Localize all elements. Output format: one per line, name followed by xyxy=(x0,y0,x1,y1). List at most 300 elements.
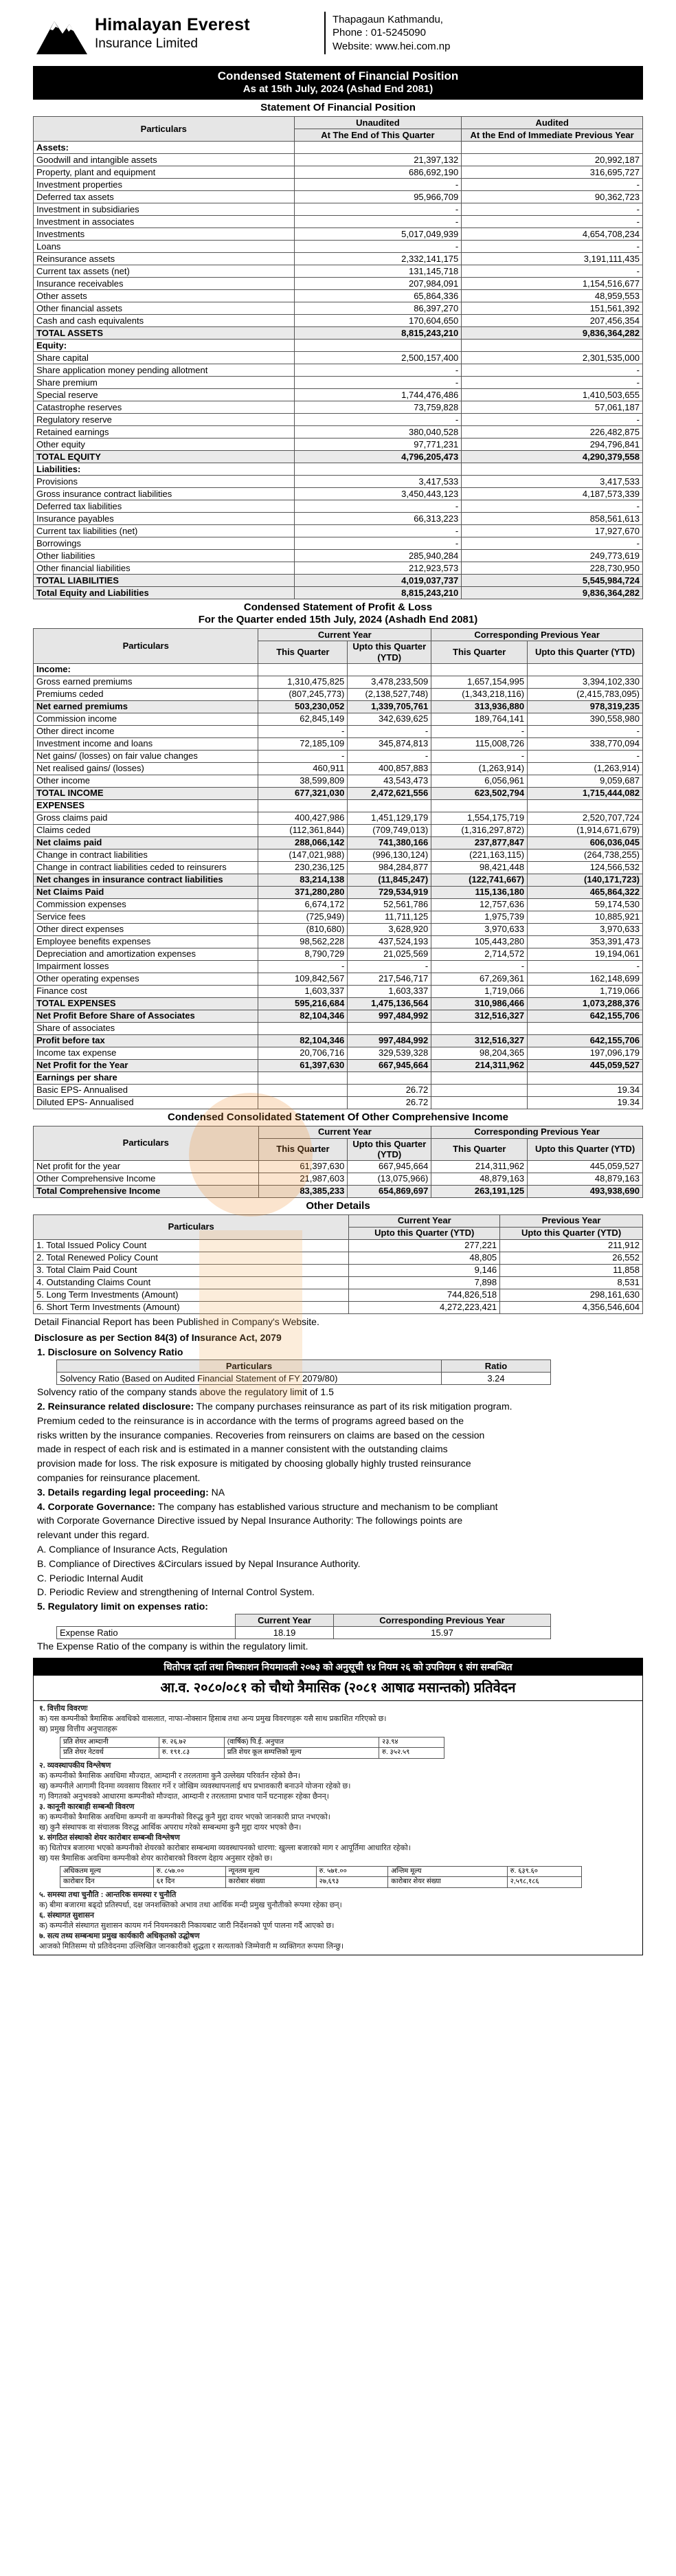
fp-row xyxy=(34,575,643,587)
py-quarter-value: 115,136,180 xyxy=(431,886,528,898)
py-ytd-value: 19,194,061 xyxy=(528,948,643,960)
header xyxy=(33,0,643,66)
row-label: Deferred tax assets xyxy=(34,191,295,203)
cy-quarter-value: 83,385,233 xyxy=(258,1185,348,1197)
previous-year-value: - xyxy=(462,179,643,191)
py-ytd-value: 493,938,690 xyxy=(528,1185,643,1197)
row-label: TOTAL EQUITY xyxy=(34,451,295,463)
other-details-row xyxy=(34,1276,643,1289)
cy-quarter-value xyxy=(258,1096,348,1109)
expense-ratio-table xyxy=(56,1614,551,1639)
previous-year-value: 26,552 xyxy=(500,1252,643,1264)
nepali-ratio-cell: प्रति शेयर कूल सम्पत्तिको मूल्य xyxy=(224,1748,379,1759)
nepali-text-line: क) यस कम्पनीको त्रैमासिक अवधिको वासलात, नाफा-नोक्सान हिसाब तथा अन्य प्रमुख विवरणहरू यसै साथ प्रकाशित गरिएको छ। xyxy=(39,1714,387,1723)
current-quarter-value: 170,604,650 xyxy=(294,315,462,327)
py-quarter-value: 310,986,466 xyxy=(431,997,528,1010)
fp-row xyxy=(34,550,643,562)
col-current-year: Current Year xyxy=(258,1126,431,1138)
previous-year-value: 226,482,875 xyxy=(462,426,643,438)
pl-row xyxy=(34,973,643,985)
legal-section xyxy=(33,1485,643,1500)
previous-year-value: 3,417,533 xyxy=(462,476,643,488)
previous-year-value: 1,154,516,677 xyxy=(462,278,643,290)
row-label: Cash and cash equivalents xyxy=(34,315,295,327)
pl-row xyxy=(34,824,643,836)
col-py-ytd: Upto this Quarter (YTD) xyxy=(500,1227,643,1239)
previous-year-value: 4,187,573,339 xyxy=(462,488,643,500)
pl-row xyxy=(34,1010,643,1022)
row-label: Earnings per share xyxy=(34,1072,258,1084)
current-quarter-value: 97,771,231 xyxy=(294,438,462,451)
pl-row xyxy=(34,725,643,737)
statement-date: As at 15th July, 2024 (Ashad End 2081) xyxy=(243,83,433,96)
py-quarter-value: 6,056,961 xyxy=(431,775,528,787)
pl-row xyxy=(34,737,643,750)
row-label: Special reserve xyxy=(34,389,295,401)
cy-quarter-value xyxy=(258,663,348,676)
current-quarter-value: - xyxy=(294,525,462,537)
cy-quarter-value: 72,185,109 xyxy=(258,737,348,750)
cy-ytd-value: 984,284,877 xyxy=(348,861,431,874)
py-ytd-value: 1,073,288,376 xyxy=(528,997,643,1010)
row-label: Total Comprehensive Income xyxy=(34,1185,259,1197)
cy-ytd-value: 654,869,697 xyxy=(348,1185,431,1197)
py-quarter-value: (1,316,297,872) xyxy=(431,824,528,836)
py-ytd-value: 445,059,527 xyxy=(528,1059,643,1072)
py-ytd-value: - xyxy=(528,725,643,737)
governance-item-b: B. Compliance of Directives &Circulars issued by Nepal Insurance Authority. xyxy=(37,1557,361,1569)
solvency-col-particulars: Particulars xyxy=(57,1360,442,1373)
nepali-text-line: ५. समस्या तथा चुनौति : आन्तरिक समस्या र चुनौति xyxy=(39,1890,177,1899)
py-quarter-value: 1,554,175,719 xyxy=(431,812,528,824)
fp-row xyxy=(34,265,643,278)
pl-row xyxy=(34,1059,643,1072)
cy-ytd-value: - xyxy=(348,725,431,737)
governance-title: 4. Corporate Governance: xyxy=(37,1500,155,1512)
col-py-ytd: Upto this Quarter (YTD) xyxy=(528,1138,643,1160)
previous-year-value: 57,061,187 xyxy=(462,401,643,414)
col-previous-year: Previous Year xyxy=(500,1214,643,1227)
previous-year-value: 17,927,670 xyxy=(462,525,643,537)
row-label: TOTAL INCOME xyxy=(34,787,258,799)
pl-row xyxy=(34,874,643,886)
expense-empty-header xyxy=(57,1614,236,1626)
col-cy-quarter: This Quarter xyxy=(258,1138,348,1160)
company-address xyxy=(333,13,450,53)
py-ytd-value: 2,520,707,724 xyxy=(528,812,643,824)
row-label: Income: xyxy=(34,663,258,676)
reinsurance-text-line: provision made for loss. The risk exposure is mitigated by choosing globally highly trusted reinsurance xyxy=(37,1458,471,1469)
pl-row xyxy=(34,836,643,849)
py-quarter-value xyxy=(431,1022,528,1034)
row-label: 6. Short Term Investments (Amount) xyxy=(34,1301,349,1313)
py-ytd-value: (140,171,723) xyxy=(528,874,643,886)
pl-row xyxy=(34,1072,643,1084)
py-ytd-value: 19.34 xyxy=(528,1084,643,1096)
pl-row xyxy=(34,1034,643,1047)
row-label: 5. Long Term Investments (Amount) xyxy=(34,1289,349,1301)
col-particulars: Particulars xyxy=(34,1214,349,1239)
row-label: Change in contract liabilities xyxy=(34,849,258,861)
cy-quarter-value: - xyxy=(258,960,348,973)
nepali-share-cell: कारोबार संख्या xyxy=(225,1877,316,1888)
cy-ytd-value: 11,711,125 xyxy=(348,911,431,923)
oci-row xyxy=(34,1185,643,1197)
previous-year-value: 228,730,950 xyxy=(462,562,643,575)
governance-item-c: C. Periodic Internal Audit xyxy=(37,1572,144,1584)
pl-row xyxy=(34,898,643,911)
current-quarter-value: 65,864,336 xyxy=(294,290,462,302)
previous-year-value: 1,410,503,655 xyxy=(462,389,643,401)
cy-ytd-value: (709,749,013) xyxy=(348,824,431,836)
current-quarter-value: - xyxy=(294,500,462,513)
previous-year-value: 207,456,354 xyxy=(462,315,643,327)
row-label: Investment income and loans xyxy=(34,737,258,750)
col-audited: Audited xyxy=(462,117,643,129)
current-quarter-value: - xyxy=(294,364,462,377)
current-quarter-value: 380,040,528 xyxy=(294,426,462,438)
fp-row xyxy=(34,587,643,599)
row-label: Net gains/ (losses) on fair value changes xyxy=(34,750,258,762)
fp-row xyxy=(34,401,643,414)
py-quarter-value: 98,421,448 xyxy=(431,861,528,874)
current-quarter-value: - xyxy=(294,203,462,216)
website-line: Website: www.hei.com.np xyxy=(333,40,451,52)
col-cy-quarter: This Quarter xyxy=(258,641,348,663)
current-quarter-value: - xyxy=(294,241,462,253)
nepali-share-row xyxy=(60,1866,582,1877)
solvency-ratio-value: 3.24 xyxy=(442,1373,551,1385)
other-details-row xyxy=(34,1301,643,1313)
col-py-ytd: Upto this Quarter (YTD) xyxy=(528,641,643,663)
fp-row xyxy=(34,352,643,364)
current-quarter-value: 8,815,243,210 xyxy=(294,327,462,340)
row-label: Finance cost xyxy=(34,985,258,997)
row-label: Net Claims Paid xyxy=(34,886,258,898)
row-label: Investments xyxy=(34,228,295,241)
py-quarter-value: (221,163,115) xyxy=(431,849,528,861)
nepali-text-line: ६. संस्थागत सुशासन xyxy=(39,1911,95,1920)
expense-note: The Expense Ratio of the company is within the regulatory limit. xyxy=(37,1640,308,1652)
col-previous-year: At the End of Immediate Previous Year xyxy=(462,129,643,142)
py-quarter-value: 312,516,327 xyxy=(431,1010,528,1022)
cy-quarter-value: (147,021,988) xyxy=(258,849,348,861)
col-current-year: Current Year xyxy=(258,629,431,641)
profit-loss-rows xyxy=(34,663,643,1109)
previous-year-value: 90,362,723 xyxy=(462,191,643,203)
cy-ytd-value: (11,845,247) xyxy=(348,874,431,886)
row-label: Investment properties xyxy=(34,179,295,191)
row-label: Net Profit for the Year xyxy=(34,1059,258,1072)
py-quarter-value: 623,502,794 xyxy=(431,787,528,799)
py-quarter-value: 48,879,163 xyxy=(431,1173,528,1185)
cy-ytd-value: 741,380,166 xyxy=(348,836,431,849)
row-label: Impairment losses xyxy=(34,960,258,973)
previous-year-value: 4,654,708,234 xyxy=(462,228,643,241)
previous-year-value: 48,959,553 xyxy=(462,290,643,302)
oci-table xyxy=(33,1126,643,1198)
row-label: Other financial liabilities xyxy=(34,562,295,575)
py-quarter-value: 67,269,361 xyxy=(431,973,528,985)
row-label: Current tax assets (net) xyxy=(34,265,295,278)
other-details-heading: Other Details xyxy=(306,1199,370,1212)
cy-ytd-value xyxy=(348,663,431,676)
row-label: Net earned premiums xyxy=(34,700,258,713)
py-quarter-value: 1,975,739 xyxy=(431,911,528,923)
oci-heading: Condensed Consolidated Statement Of Other Comprehensive Income xyxy=(168,1111,508,1123)
row-label: TOTAL LIABILITIES xyxy=(34,575,295,587)
fp-row xyxy=(34,562,643,575)
other-details-rows xyxy=(34,1239,643,1313)
reinsurance-text-line: Premium ceded to the reinsurance is in accordance with the terms of programs agreed based on the xyxy=(37,1414,464,1426)
py-ytd-value: 642,155,706 xyxy=(528,1034,643,1047)
nepali-share-cell: कारोबार दिन xyxy=(60,1877,154,1888)
current-quarter-value: - xyxy=(294,537,462,550)
current-quarter-value: - xyxy=(294,216,462,228)
row-label: Loans xyxy=(34,241,295,253)
cy-ytd-value: 997,484,992 xyxy=(348,1010,431,1022)
cy-ytd-value: (996,130,124) xyxy=(348,849,431,861)
row-label: Total Equity and Liabilities xyxy=(34,587,295,599)
row-label: Insurance receivables xyxy=(34,278,295,290)
nepali-report-body xyxy=(34,1701,642,1955)
nepali-share-cell: न्यूनतम मूल्य xyxy=(225,1866,316,1877)
nepali-share-cell: ६१ दिन xyxy=(153,1877,225,1888)
cy-quarter-value: 371,280,280 xyxy=(258,886,348,898)
previous-year-value: - xyxy=(462,216,643,228)
cy-quarter-value: (112,361,844) xyxy=(258,824,348,836)
financial-position-table xyxy=(33,116,643,599)
current-quarter-value: 131,145,718 xyxy=(294,265,462,278)
previous-year-value: - xyxy=(462,377,643,389)
nepali-text-line: ७. सत्य तथ्य सम्बन्धमा प्रमुख कार्यकारी अधिकृतको उद्घोषण xyxy=(39,1931,200,1940)
current-quarter-value: 2,332,141,175 xyxy=(294,253,462,265)
previous-year-value: 20,992,187 xyxy=(462,154,643,166)
current-quarter-value: 285,940,284 xyxy=(294,550,462,562)
cy-quarter-value: 109,842,567 xyxy=(258,973,348,985)
nepali-ratio-cell: (वार्षिक) पि.ई. अनुपात xyxy=(224,1737,379,1748)
previous-year-value: - xyxy=(462,265,643,278)
company-name: Himalayan Everest xyxy=(95,14,250,34)
py-ytd-value: 390,558,980 xyxy=(528,713,643,725)
py-quarter-value: 1,657,154,995 xyxy=(431,676,528,688)
py-quarter-value: 98,204,365 xyxy=(431,1047,528,1059)
row-label: Provisions xyxy=(34,476,295,488)
row-label: Depreciation and amortization expenses xyxy=(34,948,258,960)
expense-section-title: 5. Regulatory limit on expenses ratio: xyxy=(37,1601,208,1612)
row-label: Net realised gains/ (losses) xyxy=(34,762,258,775)
cy-ytd-value: 3,478,233,509 xyxy=(348,676,431,688)
nepali-share-cell: २७,६९३ xyxy=(316,1877,388,1888)
cy-quarter-value: 82,104,346 xyxy=(258,1034,348,1047)
py-quarter-value: 1,719,066 xyxy=(431,985,528,997)
other-details-table xyxy=(33,1214,643,1314)
col-this-quarter: At The End of This Quarter xyxy=(294,129,462,142)
py-quarter-value: 237,877,847 xyxy=(431,836,528,849)
row-label: Equity: xyxy=(34,340,295,352)
pl-row xyxy=(34,861,643,874)
row-label: TOTAL EXPENSES xyxy=(34,997,258,1010)
cy-quarter-value: 1,603,337 xyxy=(258,985,348,997)
pl-row xyxy=(34,849,643,861)
fp-row xyxy=(34,327,643,340)
cy-ytd-value xyxy=(348,799,431,812)
py-ytd-value: 3,970,633 xyxy=(528,923,643,935)
cy-ytd-value: (2,138,527,748) xyxy=(348,688,431,700)
pl-row xyxy=(34,812,643,824)
py-ytd-value: 353,391,473 xyxy=(528,935,643,948)
row-label: 4. Outstanding Claims Count xyxy=(34,1276,349,1289)
fp-row xyxy=(34,315,643,327)
py-quarter-value: (1,263,914) xyxy=(431,762,528,775)
pl-row xyxy=(34,997,643,1010)
cy-ytd-value: 342,639,625 xyxy=(348,713,431,725)
previous-year-value: - xyxy=(462,537,643,550)
pl-row xyxy=(34,663,643,676)
fp-row xyxy=(34,451,643,463)
pl-row xyxy=(34,799,643,812)
expense-col-current: Current Year xyxy=(236,1614,334,1626)
nepali-ratio-cell: प्रति शेयर नेटवर्थ xyxy=(60,1748,159,1759)
row-label: Regulatory reserve xyxy=(34,414,295,426)
py-ytd-value: (1,263,914) xyxy=(528,762,643,775)
row-label: Other direct income xyxy=(34,725,258,737)
row-label: 2. Total Renewed Policy Count xyxy=(34,1252,349,1264)
current-quarter-value: 207,984,091 xyxy=(294,278,462,290)
py-quarter-value xyxy=(431,1096,528,1109)
cy-ytd-value: (13,075,966) xyxy=(348,1173,431,1185)
nepali-text-line: क) कम्पनीको त्रैमासिक अवधिमा मौज्दात, आम्दानी र तरलतामा कुनै उल्लेख्य परिवर्तन रहेको छैन। xyxy=(39,1771,300,1780)
row-label: Goodwill and intangible assets xyxy=(34,154,295,166)
nepali-share-cell: २,५९८,१८६ xyxy=(507,1877,581,1888)
py-ytd-value: 445,059,527 xyxy=(528,1160,643,1173)
py-ytd-value xyxy=(528,799,643,812)
py-ytd-value: 465,864,322 xyxy=(528,886,643,898)
oci-rows xyxy=(34,1160,643,1197)
py-ytd-value: - xyxy=(528,750,643,762)
fp-row xyxy=(34,426,643,438)
pl-row xyxy=(34,700,643,713)
cy-ytd-value: 52,561,786 xyxy=(348,898,431,911)
cy-quarter-value: 400,427,986 xyxy=(258,812,348,824)
col-current-year: Current Year xyxy=(349,1214,500,1227)
fp-row xyxy=(34,463,643,476)
py-ytd-value: 9,059,687 xyxy=(528,775,643,787)
expense-row-label: Expense Ratio xyxy=(57,1626,236,1639)
previous-year-value: 9,836,364,282 xyxy=(462,327,643,340)
cy-ytd-value: 21,025,569 xyxy=(348,948,431,960)
row-label: Share premium xyxy=(34,377,295,389)
pl-row xyxy=(34,948,643,960)
previous-year-value: 298,161,630 xyxy=(500,1289,643,1301)
py-quarter-value xyxy=(431,1072,528,1084)
fp-row xyxy=(34,438,643,451)
fp-row xyxy=(34,340,643,352)
pl-row xyxy=(34,1096,643,1109)
nepali-ratio-cell: रु. १९१.८३ xyxy=(159,1748,224,1759)
cy-quarter-value: 460,911 xyxy=(258,762,348,775)
fp-row xyxy=(34,414,643,426)
nepali-share-cell: कारोबार शेयर संख्या xyxy=(388,1877,507,1888)
nepali-report-title: आ.व. २०८०/०८१ को चौथो त्रैमासिक (२०८१ आषाढ मसान्तको) प्रतिवेदन xyxy=(34,1676,642,1701)
cy-ytd-value xyxy=(348,1072,431,1084)
cy-ytd-value: 667,945,664 xyxy=(348,1059,431,1072)
cy-quarter-value xyxy=(258,799,348,812)
expense-col-previous: Corresponding Previous Year xyxy=(334,1614,551,1626)
current-quarter-value: 4,796,205,473 xyxy=(294,451,462,463)
cy-quarter-value: 61,397,630 xyxy=(258,1160,348,1173)
fp-row xyxy=(34,278,643,290)
cy-quarter-value xyxy=(258,1072,348,1084)
cy-quarter-value: 1,310,475,825 xyxy=(258,676,348,688)
cy-ytd-value: 1,603,337 xyxy=(348,985,431,997)
py-ytd-value: (264,738,255) xyxy=(528,849,643,861)
previous-year-value: 5,545,984,724 xyxy=(462,575,643,587)
nepali-share-table xyxy=(60,1866,582,1888)
oci-row xyxy=(34,1160,643,1173)
row-label: Catastrophe reserves xyxy=(34,401,295,414)
fp-row xyxy=(34,142,643,154)
py-quarter-value: (122,741,667) xyxy=(431,874,528,886)
current-quarter-value: - xyxy=(294,179,462,191)
current-year-value: 744,826,518 xyxy=(349,1289,500,1301)
previous-year-value xyxy=(462,463,643,476)
cy-quarter-value: (810,680) xyxy=(258,923,348,935)
previous-year-value: 294,796,841 xyxy=(462,438,643,451)
fp-row xyxy=(34,389,643,401)
nepali-text-line: क) धितोपत्र बजारमा भएको कम्पनीको शेयरको कारोबार सम्बन्धमा व्यवस्थापनको धारणा: खुल्ला बजारको माग र आपूर्तिमा आधारित रहेको। xyxy=(39,1843,411,1852)
nepali-text-line: ख) यस त्रैमासिक अवधिमा कम्पनीको शेयर कारोबारको विवरण देहाय अनुसार रहेको छ। xyxy=(39,1854,273,1863)
pl-row xyxy=(34,1047,643,1059)
py-ytd-value: 19.34 xyxy=(528,1096,643,1109)
current-quarter-value: 8,815,243,210 xyxy=(294,587,462,599)
nepali-share-cell: रु. ५७१.०० xyxy=(316,1866,388,1877)
pl-row xyxy=(34,750,643,762)
nepali-share-cell: रु. ८५७.०० xyxy=(153,1866,225,1877)
row-label: Other Comprehensive Income xyxy=(34,1173,259,1185)
col-particulars: Particulars xyxy=(34,1126,259,1160)
nepali-text-line: आजको मितिसम्म यो प्रतिवेदनमा उल्लिखित जानकारीको शुद्धता र सत्यताको जिम्मेवारी म व्यक्तिगत रूपमा लिन्छु। xyxy=(39,1942,344,1951)
current-quarter-value: 686,692,190 xyxy=(294,166,462,179)
col-cy-ytd: Upto this Quarter (YTD) xyxy=(348,1138,431,1160)
fp-row xyxy=(34,302,643,315)
cy-quarter-value: 62,845,149 xyxy=(258,713,348,725)
py-quarter-value: - xyxy=(431,725,528,737)
address-line: Thapagaun Kathmandu, xyxy=(333,14,443,26)
governance-text: The company has established various structure and mechanism to be compliant xyxy=(157,1500,498,1512)
cy-ytd-value: 43,543,473 xyxy=(348,775,431,787)
py-ytd-value: 59,174,530 xyxy=(528,898,643,911)
row-label: 1. Total Issued Policy Count xyxy=(34,1239,349,1252)
company-logo xyxy=(33,5,91,60)
disclosure-title: Disclosure as per Section 84(3) of Insurance Act, 2079 xyxy=(34,1331,282,1343)
statement-title: Condensed Statement of Financial Position xyxy=(217,69,459,82)
py-quarter-value: 189,764,141 xyxy=(431,713,528,725)
cy-ytd-value: 345,874,813 xyxy=(348,737,431,750)
nepali-text-line: ग) विगतको अनुभवको आधारमा कम्पनीको मौज्दात, आम्दानी र तरलतामा प्रभाव पार्ने घटनाहरू रहेका छैनन्। xyxy=(39,1792,329,1801)
py-ytd-value: 978,319,235 xyxy=(528,700,643,713)
current-quarter-value: 86,397,270 xyxy=(294,302,462,315)
cy-ytd-value: 729,534,919 xyxy=(348,886,431,898)
current-year-value: 9,146 xyxy=(349,1264,500,1276)
row-label: Other liabilities xyxy=(34,550,295,562)
previous-year-value: 211,912 xyxy=(500,1239,643,1252)
fp-row xyxy=(34,203,643,216)
cy-quarter-value: 6,674,172 xyxy=(258,898,348,911)
pl-row xyxy=(34,923,643,935)
fp-row xyxy=(34,166,643,179)
published-note: Detail Financial Report has been Published in Company's Website. xyxy=(34,1315,319,1327)
